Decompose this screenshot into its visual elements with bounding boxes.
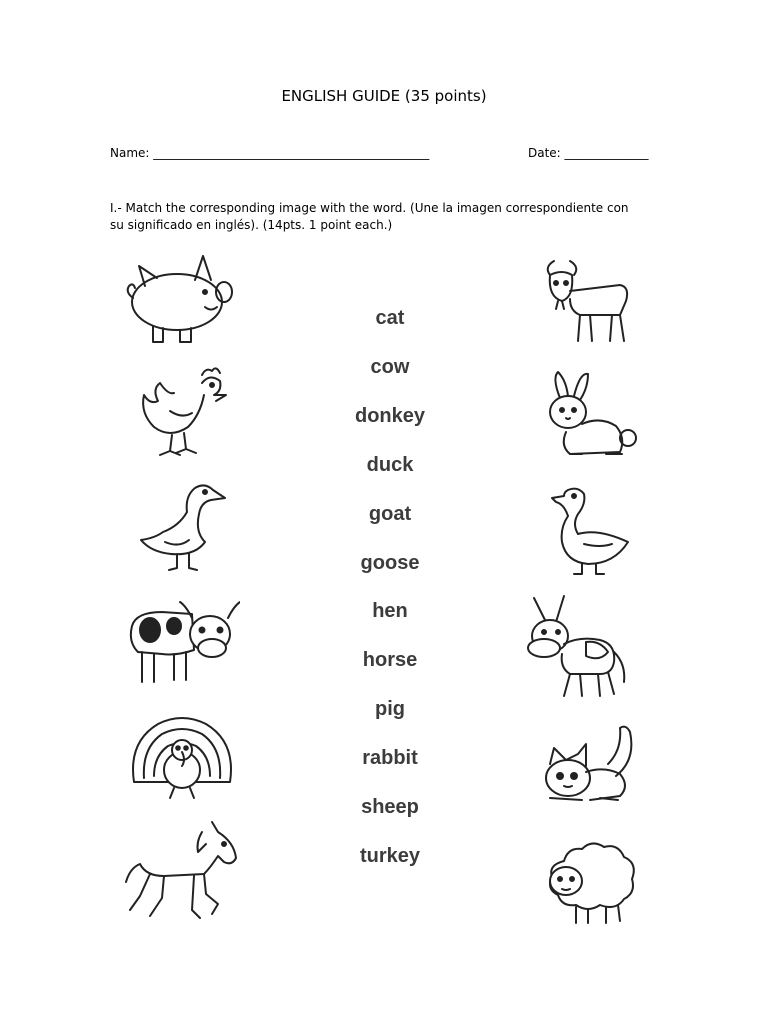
word-pig[interactable]: pig (375, 698, 405, 720)
cat-icon[interactable] (542, 720, 637, 812)
word-goat[interactable]: goat (368, 503, 412, 525)
word-donkey[interactable]: donkey (354, 405, 426, 427)
goose-icon[interactable] (135, 482, 230, 574)
goat-icon[interactable] (540, 253, 635, 345)
horse-icon[interactable] (120, 818, 245, 928)
word-duck[interactable]: duck (366, 454, 414, 476)
turkey-icon[interactable] (128, 712, 236, 802)
donkey-icon[interactable] (520, 592, 632, 704)
name-field[interactable]: Name: ______________________________________________ (110, 146, 430, 160)
word-goose[interactable]: goose (360, 552, 420, 574)
sheep-icon[interactable] (540, 835, 640, 930)
word-sheep[interactable]: sheep (361, 796, 419, 818)
pig-icon[interactable] (125, 252, 240, 347)
rabbit-icon[interactable] (540, 368, 640, 463)
word-rabbit[interactable]: rabbit (362, 747, 418, 769)
word-horse[interactable]: horse (362, 649, 418, 671)
word-hen[interactable]: hen (372, 600, 408, 622)
duck-icon[interactable] (548, 484, 633, 576)
date-field[interactable]: Date: ______________ (528, 146, 649, 160)
hen-icon[interactable] (130, 365, 230, 460)
cow-icon[interactable] (122, 596, 240, 688)
word-cow[interactable]: cow (370, 356, 410, 378)
page-title: ENGLISH GUIDE (35 points) (281, 87, 487, 105)
word-turkey[interactable]: turkey (359, 845, 421, 867)
instructions: I.- Match the corresponding image with the word. (Une la imagen correspondiente con su significado en inglés). (14pts. 1 point each.) (110, 201, 629, 232)
word-cat[interactable]: cat (375, 307, 405, 329)
